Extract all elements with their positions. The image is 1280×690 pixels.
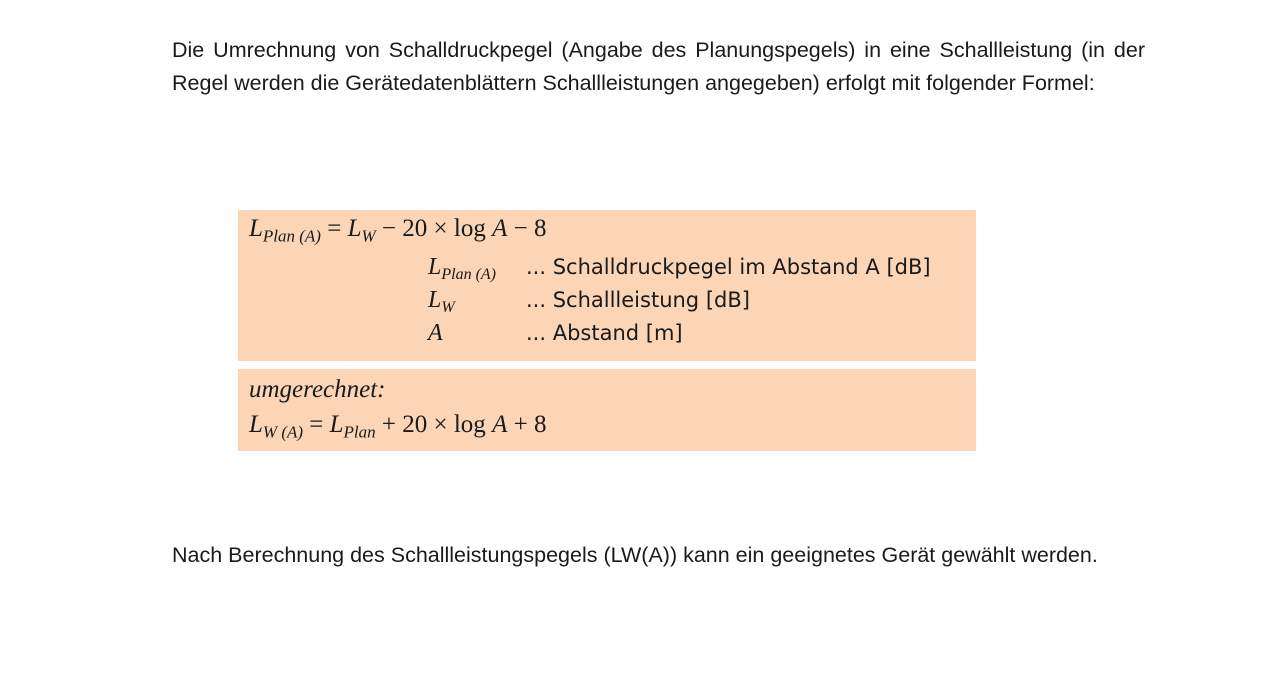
legend-symbol	[428, 283, 526, 317]
legend-symbol	[428, 316, 526, 350]
main-equals: =	[320, 215, 348, 242]
outro-paragraph: Nach Berechnung des Schallleistungspegels (LW(A)) kann ein geeignetes Gerät gewählt werden.	[172, 543, 1098, 567]
legend-symbol-letter: L	[428, 287, 442, 313]
legend-description: ... Schalldruckpegel im Abstand A [dB]	[526, 255, 931, 279]
legend-symbol-letter: A	[428, 320, 443, 346]
legend-row-w	[428, 283, 750, 317]
conv-tail: + 8	[507, 411, 547, 438]
conv-equals: =	[303, 411, 330, 438]
conv-lhs-subscript: W (A)	[262, 422, 304, 442]
legend-symbol-subscript: Plan (A)	[441, 266, 497, 284]
legend-symbol	[428, 250, 526, 284]
conv-operator-text: + 20 × log	[375, 411, 493, 438]
main-operator-text: − 20 × log	[375, 215, 493, 242]
conv-rhs-symbol: L	[329, 411, 344, 438]
conv-rhs-subscript: Plan	[343, 422, 376, 442]
legend-description: ... Abstand [m]	[526, 321, 683, 345]
legend-description: ... Schallleistung [dB]	[526, 288, 750, 312]
legend-symbol-letter: L	[428, 254, 442, 280]
conv-variable-a: A	[492, 411, 508, 438]
converted-equation	[249, 408, 546, 442]
converted-label: umgerechnet:	[249, 376, 386, 403]
main-variable-a: A	[492, 215, 508, 242]
main-rhs-subscript: W	[361, 226, 376, 246]
conv-lhs-symbol: L	[249, 411, 263, 438]
main-rhs-symbol: L	[347, 215, 362, 242]
main-lhs-subscript: Plan (A)	[262, 226, 321, 246]
intro-paragraph: Die Umrechnung von Schalldruckpegel (Angabe des Planungspegels) in eine Schallleistung (in der Regel werden die Gerätedatenblättern Schallleistungen angegeben) erfolgt mit folgender Formel:	[172, 38, 1145, 95]
main-lhs-symbol: L	[249, 215, 263, 242]
main-equation	[249, 212, 546, 246]
legend-symbol-subscript: W	[441, 299, 455, 317]
legend-row-a	[428, 316, 683, 350]
converted-formula-box	[238, 369, 976, 451]
legend-row-plan	[428, 250, 931, 284]
main-tail: − 8	[507, 215, 547, 242]
formula-box	[238, 210, 976, 361]
